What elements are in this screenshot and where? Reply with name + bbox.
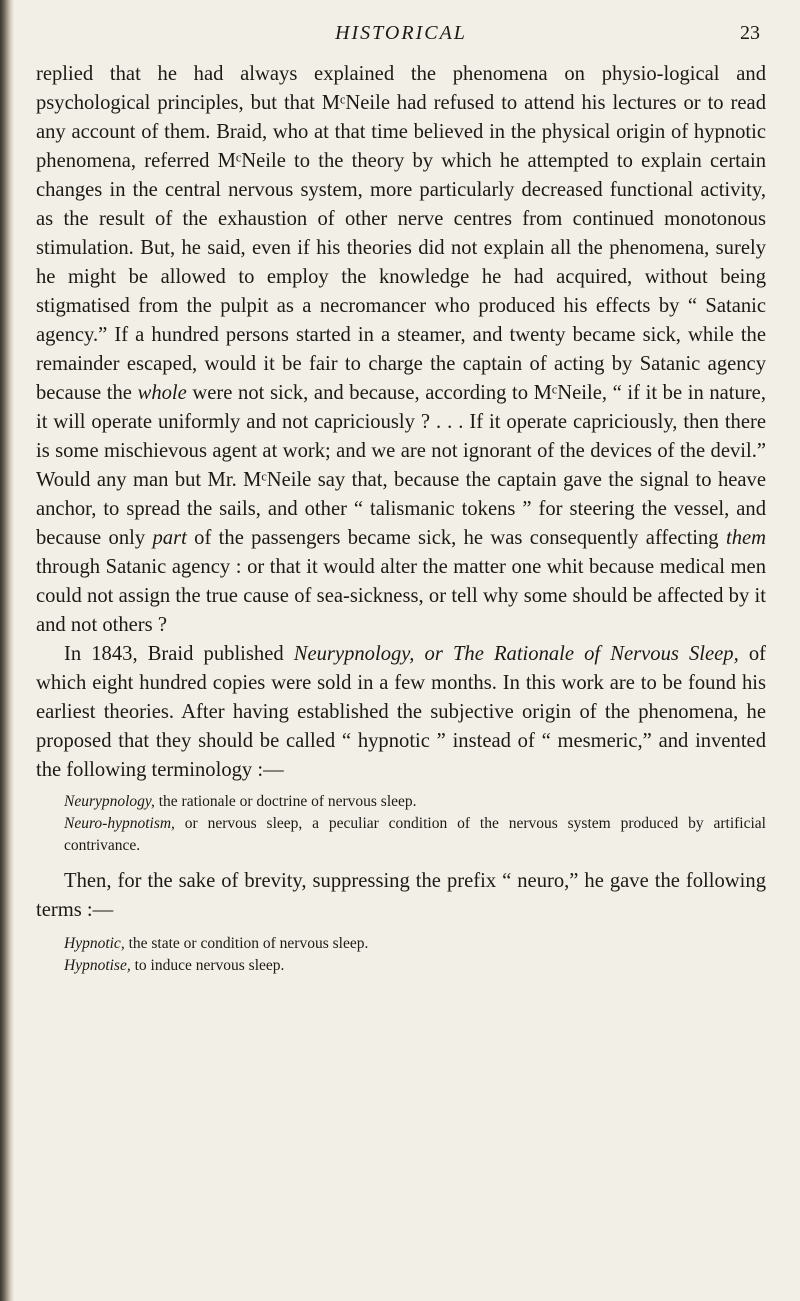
definition-term: Neurypnology, bbox=[64, 793, 155, 810]
definition-list bbox=[64, 791, 766, 857]
definition-item bbox=[64, 791, 766, 813]
definition-meaning: or nervous sleep, a peculiar condition of the nervous system produced by artificial contrivance. bbox=[64, 815, 766, 854]
body-text bbox=[36, 60, 766, 977]
paragraph-1-text-d: through Satanic agency : or that it would alter the matter one whit because medical men could not assign the true cause of sea-sickness, or tell why some should be affected by it and not others ? bbox=[36, 556, 766, 636]
paragraph-2-text-a: In 1843, Braid published bbox=[64, 643, 294, 665]
emphasis-part: part bbox=[152, 527, 187, 549]
page-binding-edge bbox=[0, 0, 14, 1301]
page-number: 23 bbox=[740, 22, 760, 44]
term-word: Hypnotic, bbox=[64, 935, 125, 952]
term-word: Hypnotise, bbox=[64, 957, 131, 974]
paragraph-1 bbox=[36, 60, 766, 640]
emphasis-them: them bbox=[725, 527, 766, 549]
term-meaning: the state or condition of nervous sleep. bbox=[124, 935, 369, 952]
term-meaning: to induce nervous sleep. bbox=[130, 957, 285, 974]
page-header bbox=[36, 0, 766, 60]
terms-list bbox=[64, 933, 766, 977]
paragraph-1-text: replied that he had always explained the phenomena on physio-logical and psychological principles, but that MᶜNeile had refused to attend his lectures or to read any account of them. Braid, who at that time believed in the physical origin of hypnotic phenomena, referred MᶜNeile to the theory by which he attempted to explain certain changes in the central nervous system, more particularly decreased functional activity, as the result of the exhaustion of other nerve centres from continued monotonous stimulation. But, he said, even if his theories did not explain all the phenomena, surely he might be allowed to employ the knowledge he had acquired, without being stigmatised from the pulpit as a necromancer who produced his effects by “ Satanic agency.” If a hundred persons started in a steamer, and twenty became sick, while the remainder escaped, would it be fair to charge the captain of acting by Satanic agency because the bbox=[36, 63, 766, 404]
paragraph-1-text-b: were not sick, and because, according to MᶜNeile, “ if it be in nature, it will operate uniformly and not capriciously ? . . . If it operate capriciously, then there is some mischievous agent at work; and we are not ignorant of the devices of the devil.” Would any man but Mr. MᶜNeile say that, because the captain gave the signal to heave anchor, to spread the sails, and other “ talismanic tokens ” for steering the vessel, and because only bbox=[36, 382, 766, 549]
term-item bbox=[64, 933, 766, 955]
paragraph-2 bbox=[36, 640, 766, 785]
emphasis-whole: whole bbox=[137, 382, 187, 404]
definition-term: Neuro-hypnotism, bbox=[64, 815, 175, 832]
running-head: HISTORICAL bbox=[335, 22, 467, 44]
paragraph-1-text-c: of the passengers became sick, he was consequently affecting bbox=[186, 527, 726, 549]
paragraph-3: Then, for the sake of brevity, suppressing the prefix “ neuro,” he gave the following terms :— bbox=[36, 870, 766, 921]
book-title: Neurypnology, or The Rationale of Nervous Sleep, bbox=[293, 643, 739, 665]
book-page bbox=[36, 0, 766, 1301]
definition-item bbox=[64, 813, 766, 857]
paragraph-2-text-b: of which eight hundred copies were sold in a few months. In this work are to be found his earliest theories. After having established the subjective origin of the phenomena, he proposed that they should be called “ hypnotic ” instead of “ mesmeric,” and invented the following terminology :— bbox=[36, 643, 766, 781]
term-item bbox=[64, 955, 766, 977]
definition-meaning: the rationale or doctrine of nervous sleep. bbox=[154, 793, 417, 810]
